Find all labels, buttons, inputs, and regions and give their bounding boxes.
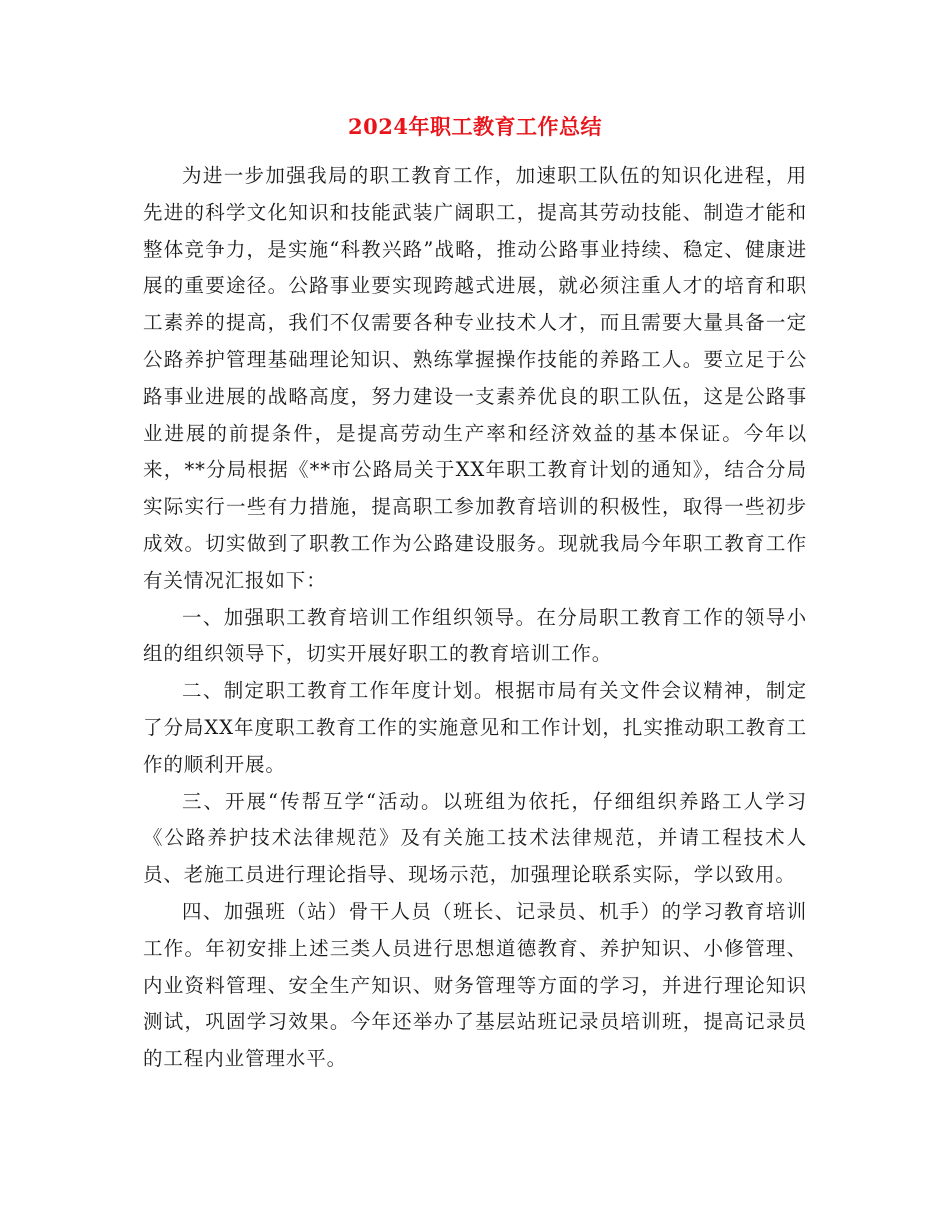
paragraph-intro: 为进一步加强我局的职工教育工作，加速职工队伍的知识化进程，用先进的科学文化知识和技能武装广阔职工，提高其劳动技能、制造才能和整体竞争力，是实施“科教兴路”战略，推动公路事业持续、稳定、健康进展的重要途径。公路事业要实现跨越式进展，就必须注重人才的培育和职工素养的提高，我们不仅需要各种专业技术人才，而且需要大量具备一定公路养护管理基础理论知识、熟练掌握操作技能的养路工人。要立足于公路事业进展的战略高度，努力建设一支素养优良的职工队伍，这是公路事业进展的前提条件，是提高劳动生产率和经济效益的基本保证。今年以来，**分局根据《**市公路局关于XX年职工教育计划的通知》，结合分局实际实行一些有力措施，提高职工参加教育培训的积极性，取得一些初步成效。切实做到了职教工作为公路建设服务。现就我局今年职工教育工作有关情况汇报如下： [143, 164, 807, 592]
paragraph-item-4: 四、加强班（站）骨干人员（班长、记录员、机手）的学习教育培训工作。年初安排上述三类人员进行思想道德教育、养护知识、小修管理、内业资料管理、安全生产知识、财务管理等方面的学习，并进行理论知识测试，巩固学习效果。今年还举办了基层站班记录员培训班，提高记录员的工程内业管理水平。 [143, 899, 807, 1071]
document-title: 2024年职工教育工作总结 [348, 114, 602, 139]
paragraph-item-3: 三、开展“传帮互学“活动。以班组为依托，仔细组织养路工人学习《公路养护技术法律规范》及有关施工技术法律规范，并请工程技术人员、老施工员进行理论指导、现场示范，加强理论联系实际，学以致用。 [143, 789, 807, 887]
paragraph-item-2: 二、制定职工教育工作年度计划。根据市局有关文件会议精神，制定了分局XX年度职工教育工作的实施意见和工作计划，扎实推动职工教育工作的顺利开展。 [143, 679, 807, 776]
document-body [143, 158, 807, 1078]
paragraph-item-1: 一、加强职工教育培训工作组织领导。在分局职工教育工作的领导小组的组织领导下，切实开展好职工的教育培训工作。 [143, 605, 807, 666]
